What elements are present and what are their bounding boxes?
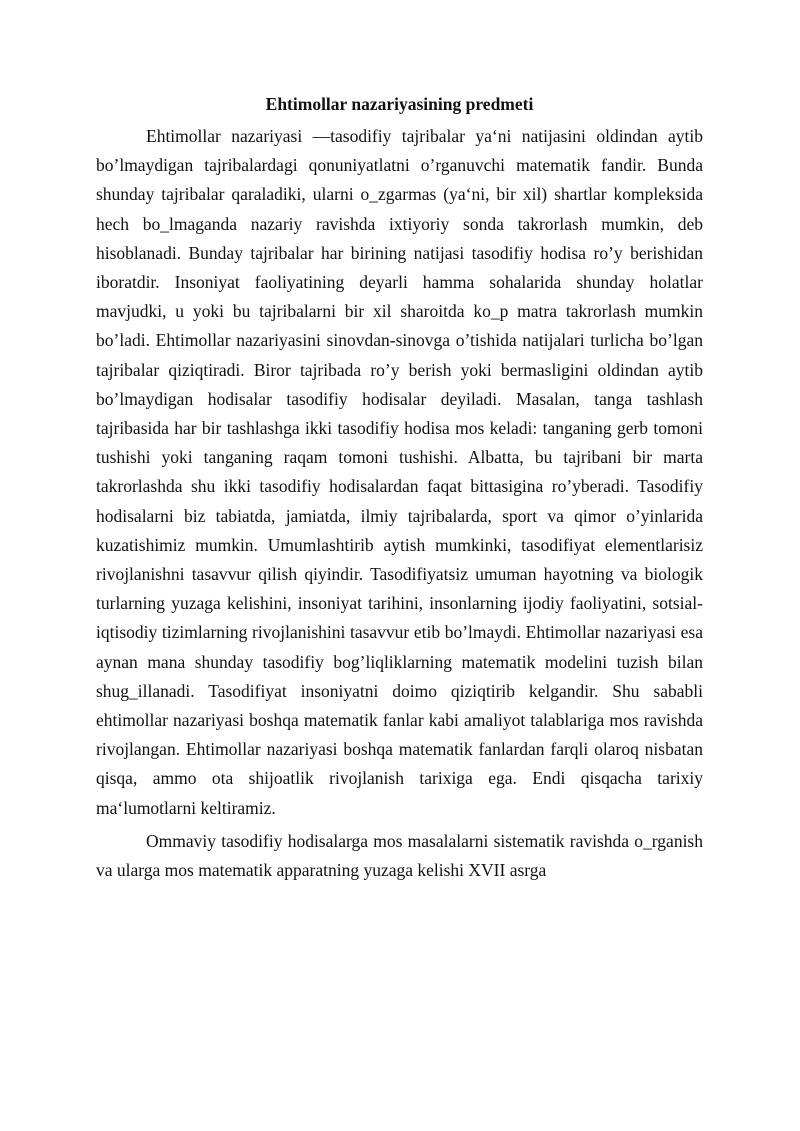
document-title: Ehtimollar nazariyasining predmeti xyxy=(265,94,534,114)
paragraph-2: Ommaviy tasodifiy hodisalarga mos masalalarni sistematik ravishda o_rganish va ularga mos matematik apparatning yuzaga kelishi XVII asrga xyxy=(96,830,703,881)
document-page xyxy=(96,92,703,885)
paragraph-1: Ehtimollar nazariyasi ―tasodifiy tajribalar ya‘ni natijasini oldindan aytib bo’lmaydigan tajribalardagi qonuniyatlatni o’rganuvchi matematik fandir. Bunda shunday tajribalar qaraladiki, ularni o_zgarmas (ya‘ni, bir xil) shartlar kompleksida hech bo_lmaganda nazariy ravishda ixtiyoriy sonda takrorlash mumkin, deb hisoblanadi. Bunday tajribalar har birining natijasi tasodifiy hodisa ro’y berishidan iboratdir. Insoniyat faoliyatining deyarli hamma sohalarida shunday holatlar mavjudki, u yoki bu tajribalarni bir xil sharoitda ko_p matra takrorlash mumkin bo’ladi. Ehtimollar nazariyasini sinovdan-sinovga o’tishida natijalari turlicha bo’lgan tajribalar qiziqtiradi. Biror tajribada ro’y berish yoki bermasligini oldindan aytib bo’lmaydigan hodisalar tasodifiy hodisalar deyiladi. Masalan, tanga tashlash tajribasida har bir tashlashga ikki tasodifiy hodisa mos keladi: tanganing gerb tomoni tushishi yoki tanganing raqam tomoni tushishi. Albatta, bu tajribani bir marta takrorlashda shu ikki tasodifiy hodisalardan faqat bittasigina ro’yberadi. Tasodifiy hodisalarni biz tabiatda, jamiatda, ilmiy tajribalarda, sport va qimor o’yinlarida kuzatishimiz mumkin. Umumlashtirib aytish mumkinki, tasodifiyat elementlarisiz rivojlanishni tasavvur qilish qiyindir. Tasodifiyatsiz umuman hayotning va biologik turlarning yuzaga kelishini, insoniyat tarihini, insonlarning ijodiy faoliyatini, sotsial-iqtisodiy tizimlarning rivojlanishini tasavvur etib bo’lmaydi. Ehtimollar nazariyasi esa aynan mana shunday tasodifiy bog’liqliklarning matematik modelini tuzish bilan shug_illanadi. Tasodifiyat insoniyatni doimo qiziqtirib kelgandir. Shu sababli ehtimollar nazariyasi boshqa matematik fanlar kabi amaliyot talablariga mos ravishda rivojlangan. Ehtimollar nazariyasi boshqa matematik fanlardan farqli olaroq nisbatan qisqa, ammo ota shijoatlik rivojlanish tarixiga ega. Endi qisqacha tarixiy ma‘lumotlarni keltiramiz. xyxy=(96,126,703,818)
